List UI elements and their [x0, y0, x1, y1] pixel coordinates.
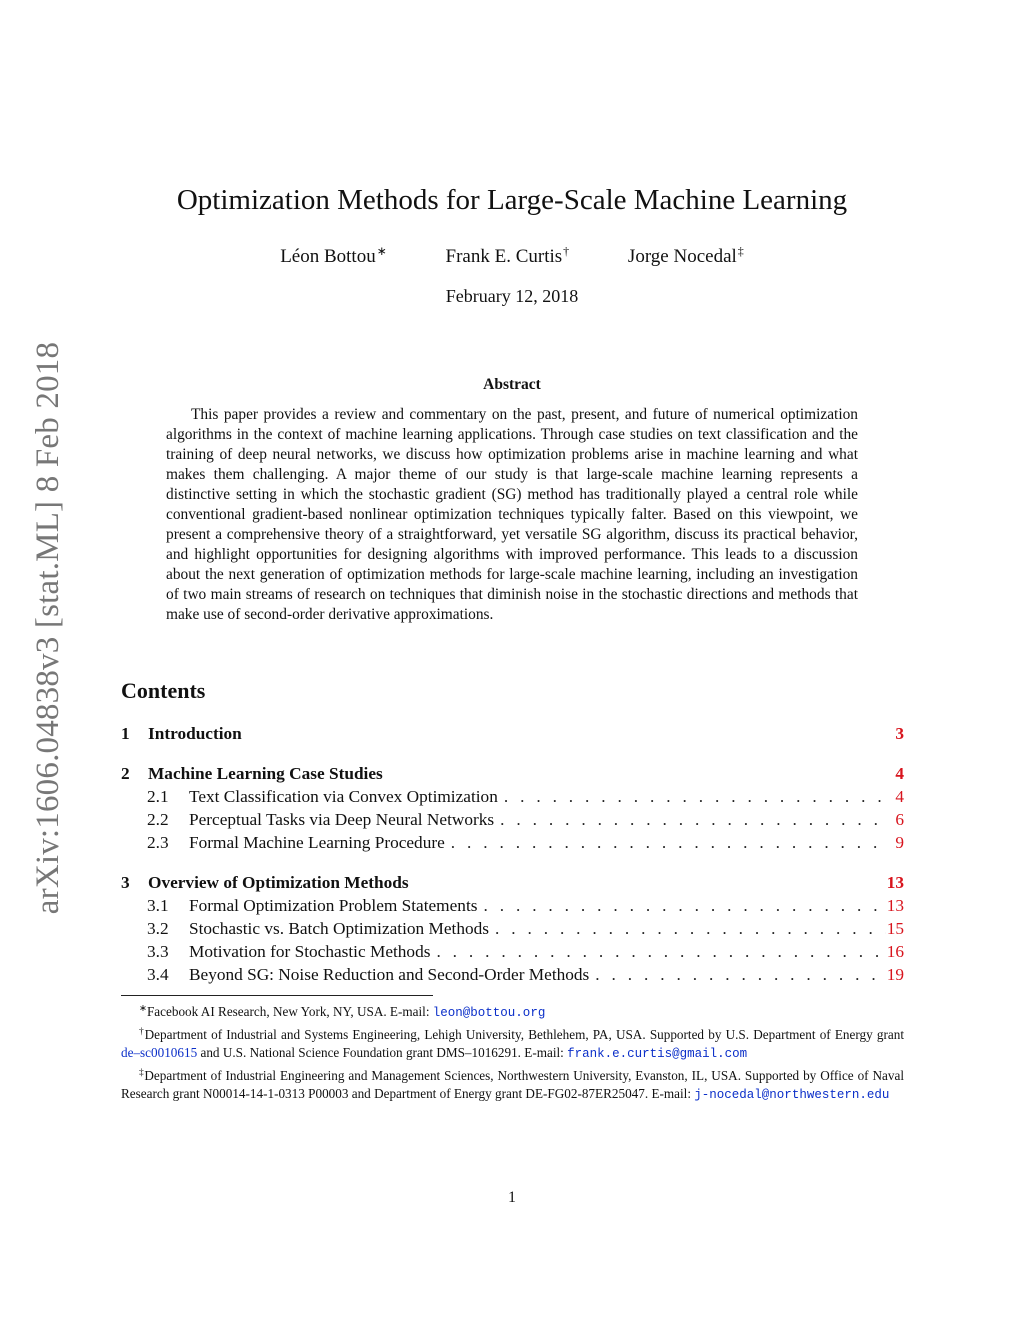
footnote-text: and U.S. National Science Foundation grant DMS–1016291. E-mail:	[197, 1045, 568, 1060]
toc-page-link[interactable]: 4	[895, 764, 904, 783]
email-link[interactable]: j-nocedal@northwestern.edu	[694, 1088, 890, 1102]
author-name: Frank E. Curtis	[445, 246, 563, 267]
toc-number: 2.2	[147, 810, 169, 829]
toc-title: Motivation for Stochastic Methods	[189, 942, 431, 961]
author-footnote-mark[interactable]: ∗	[376, 244, 387, 258]
toc-dot-leader	[430, 941, 886, 963]
toc-page-link[interactable]: 13	[886, 896, 904, 915]
toc-page-link[interactable]: 4	[895, 787, 904, 806]
toc-entry-3[interactable]	[121, 872, 904, 894]
toc-dot-leader	[477, 895, 886, 917]
toc-dot-leader	[589, 964, 886, 986]
toc-number: 2	[121, 764, 130, 783]
toc-title: Machine Learning Case Studies	[148, 764, 383, 783]
toc-entry-2[interactable]	[121, 763, 904, 785]
author-bottou	[280, 244, 387, 268]
toc-title: Stochastic vs. Batch Optimization Methods	[189, 919, 489, 938]
toc-entry-3-2[interactable]	[121, 918, 904, 940]
author-footnote-mark[interactable]: ‡	[737, 244, 744, 258]
toc-number: 1	[121, 724, 130, 743]
toc-entry-3-1[interactable]	[121, 895, 904, 917]
footnote-text: Facebook AI Research, New York, NY, USA. E-mail:	[146, 1004, 433, 1019]
toc-entry-2-2[interactable]	[121, 809, 904, 831]
toc-entry-2-3[interactable]	[121, 832, 904, 854]
footnotes	[121, 1000, 904, 1105]
toc-page-link[interactable]: 16	[886, 942, 904, 961]
footnote-curtis	[121, 1023, 904, 1064]
toc-entry-2-1[interactable]	[121, 786, 904, 808]
toc-page-link[interactable]: 6	[895, 810, 904, 829]
toc-page-link[interactable]: 15	[886, 919, 904, 938]
toc-dot-leader	[498, 786, 886, 808]
footnote-mark: †	[139, 1026, 145, 1037]
author-footnote-mark[interactable]: †	[563, 244, 570, 258]
toc-page-link[interactable]: 19	[886, 965, 904, 984]
toc-number: 2.1	[147, 787, 169, 806]
toc-title: Text Classification via Convex Optimization	[189, 787, 498, 806]
toc-dot-leader	[445, 832, 886, 854]
author-list	[0, 244, 1024, 268]
toc-title: Introduction	[148, 724, 242, 743]
author-curtis	[446, 244, 570, 268]
toc-entry-1[interactable]	[121, 723, 904, 745]
email-link[interactable]: leon@bottou.org	[432, 1006, 546, 1020]
page-number: 1	[508, 1189, 516, 1206]
toc-page-link[interactable]: 9	[895, 833, 904, 852]
toc-dot-leader	[494, 809, 886, 831]
toc-entry-3-4[interactable]	[121, 964, 904, 986]
footnote-bottou	[121, 1000, 904, 1023]
toc-number: 3.1	[147, 896, 169, 915]
contents-heading: Contents	[121, 678, 206, 703]
footnote-text: Department of Industrial Engineering and Management Sciences, Northwestern University, Evanston, IL, USA. Supported by Office of Naval Research grant N00014-14-1-0313 P00003 and Department of Energy grant DE-FG02-87ER25047. E-mail:	[121, 1067, 905, 1101]
footnote-mark: ∗	[139, 1004, 147, 1014]
toc-number: 3.2	[147, 919, 169, 938]
footnote-text: Department of Industrial and Systems Engineering, Lehigh University, Bethlehem, PA, USA. Supported by U.S. Department of Energy grant	[144, 1026, 904, 1042]
email-link[interactable]: frank.e.curtis@gmail.com	[567, 1047, 748, 1061]
footnote-mark: ‡	[139, 1067, 145, 1078]
toc-number: 3	[121, 873, 130, 892]
paper-title: Optimization Methods for Large-Scale Machine Learning	[176, 184, 848, 216]
toc-dot-leader	[489, 918, 886, 940]
footnote-rule	[121, 995, 433, 996]
author-nocedal	[628, 244, 744, 268]
toc-title: Beyond SG: Noise Reduction and Second-Order Methods	[189, 965, 590, 984]
grant-link[interactable]: de–sc0010615	[121, 1045, 198, 1060]
toc-entry-3-3[interactable]	[121, 941, 904, 963]
footnote-nocedal	[121, 1064, 904, 1105]
toc-page-link[interactable]: 3	[895, 724, 904, 743]
toc-title: Formal Optimization Problem Statements	[189, 896, 478, 915]
toc-number: 3.4	[147, 965, 169, 984]
author-name: Léon Bottou	[280, 246, 376, 267]
paper-date: February 12, 2018	[445, 286, 579, 306]
abstract-heading: Abstract	[483, 376, 541, 393]
abstract-body: This paper provides a review and commentary on the past, present, and future of numerical optimization algorithms in the context of machine learning applications. Through case studies on text classification and the training of deep neural networks, we discuss how optimization problems arise in machine learning and what makes them challenging. A major theme of our study is that large-scale machine learning represents a distinctive setting in which the stochastic gradient (SG) method has traditionally played a central role while conventional gradient-based nonlinear optimization techniques typically falter. Based on this viewpoint, we present a comprehensive theory of a straightforward, yet versatile SG algorithm, discuss its practical behavior, and highlight opportunities for designing algorithms with improved performance. This leads to a discussion about the next generation of optimization methods for large-scale machine learning, including an investigation of two main streams of research on techniques that diminish noise in the stochastic directions and methods that make use of second-order derivative approximations.	[166, 406, 858, 623]
toc-title: Overview of Optimization Methods	[148, 873, 409, 892]
toc-page-link[interactable]: 13	[886, 873, 904, 892]
toc-number: 3.3	[147, 942, 169, 961]
author-name: Jorge Nocedal	[627, 246, 737, 267]
toc-title: Perceptual Tasks via Deep Neural Networks	[189, 810, 495, 829]
toc-number: 2.3	[147, 833, 169, 852]
arxiv-identifier: arXiv:1606.04838v3 [stat.ML] 8 Feb 2018	[30, 341, 66, 915]
toc-title: Formal Machine Learning Procedure	[189, 833, 445, 852]
